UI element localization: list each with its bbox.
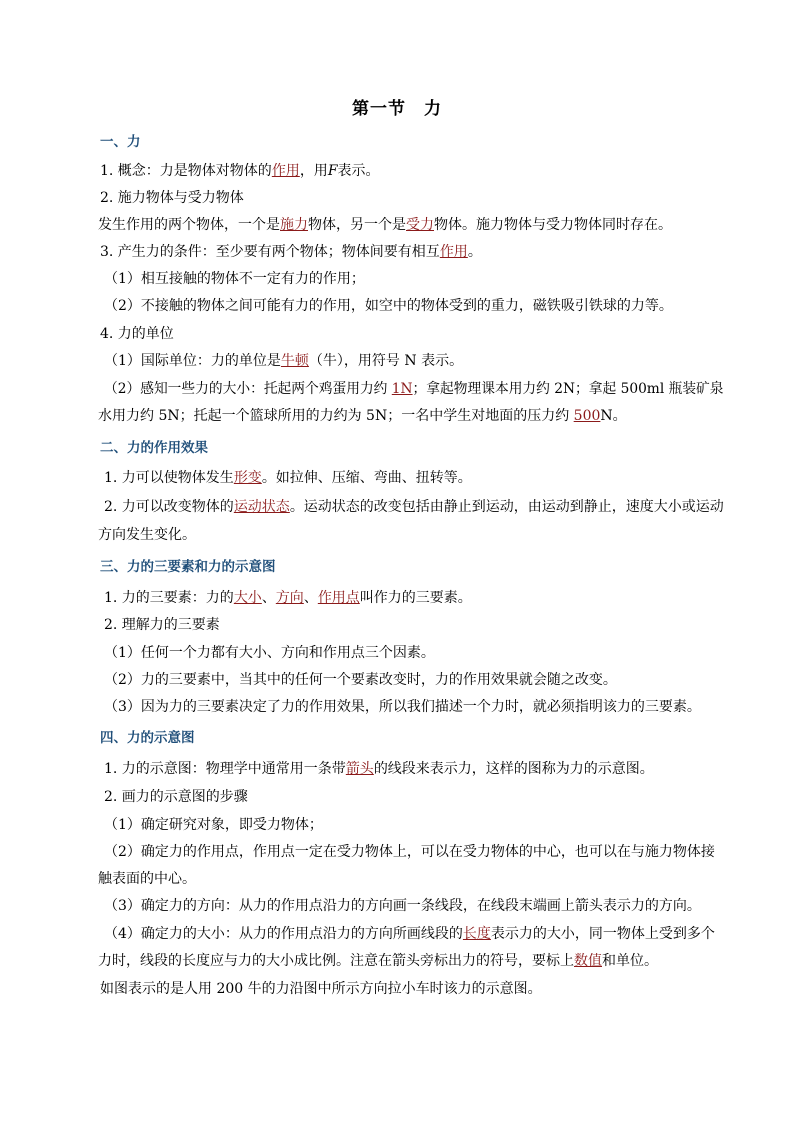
text: 。运动状态的改变包括由静止到运动，由运动到静止，速度大小或运动 <box>289 499 724 515</box>
paragraph-item: （3）确定力的方向：从力的作用点沿力的方向画一条线段，在线段末端画上箭头表示力的方向。 <box>104 898 701 914</box>
text: （4）确定力的大小：从力的作用点沿力的方向所画线段的 <box>104 926 463 942</box>
text: ，用 <box>299 163 328 179</box>
underlined-answer: 方向 <box>275 590 304 606</box>
paragraph-item <box>104 379 724 399</box>
text: 和单位。 <box>602 953 658 969</box>
paragraph-item <box>104 468 472 488</box>
page-title: 第一节 力 <box>352 99 442 119</box>
paragraph-item: （2）不接触的物体之间可能有力的作用，如空中的物体受到的重力，磁铁吸引铁球的力等。 <box>104 298 673 314</box>
underlined-answer: 受力 <box>406 217 434 233</box>
text: 发生作用的两个物体，一个是 <box>98 217 280 233</box>
paragraph-subtitle: 2. 施力物体与受力物体 <box>100 190 244 206</box>
underlined-answer: 500 <box>573 408 601 424</box>
paragraph-item: 触表面的中心。 <box>98 871 196 887</box>
section-heading-force: 一、力 <box>100 134 141 150</box>
paragraph-subtitle: 4. 力的单位 <box>100 326 174 342</box>
section-heading-three-elements: 三、力的三要素和力的示意图 <box>100 559 276 575</box>
paragraph-item: （3）因为力的三要素决定了力的作用效果，所以我们描述一个力时，就必须指明该力的三要素。 <box>104 699 701 715</box>
paragraph-item: （2）力的三要素中，当其中的任何一个要素改变时，力的作用效果就会随之改变。 <box>104 672 617 688</box>
paragraph-item <box>104 351 463 371</box>
text: 。 <box>467 244 482 260</box>
text: 力时，线段的长度应与力的大小成比例。注意在箭头旁标出力的符号，要标上 <box>98 953 574 969</box>
text: 表示力的大小，同一物体上受到多个 <box>490 926 715 942</box>
paragraph-concept <box>100 161 380 181</box>
symbol-f: F <box>327 163 338 179</box>
paragraph-subtitle: 2. 画力的示意图的步骤 <box>104 789 248 805</box>
text: 。如拉伸、压缩、弯曲、扭转等。 <box>261 470 472 486</box>
paragraph-item <box>104 497 724 517</box>
text: 物体，另一个是 <box>308 217 406 233</box>
text: （牛），用符号 N 表示。 <box>308 353 464 369</box>
text: 物体。施力物体与受力物体同时存在。 <box>434 217 672 233</box>
underlined-answer: 形变 <box>233 470 262 486</box>
paragraph-item <box>104 924 715 944</box>
text: 1. 概念：力是物体对物体的 <box>100 163 272 179</box>
underlined-answer: 作用 <box>439 244 468 260</box>
text: 、 <box>261 590 276 606</box>
paragraph-item <box>104 759 654 779</box>
section-heading-effects: 二、力的作用效果 <box>100 440 208 456</box>
paragraph-bodies <box>98 215 672 235</box>
underlined-answer: 1N <box>391 381 413 397</box>
underlined-answer: 作用 <box>271 163 300 179</box>
paragraph-item: （1）相互接触的物体不一定有力的作用； <box>104 271 365 287</box>
paragraph-conditions <box>100 242 482 262</box>
paragraph-item: （2）确定力的作用点，作用点一定在受力物体上，可以在受力物体的中心，也可以在与施力物体接 <box>104 844 715 860</box>
underlined-answer: 作用点 <box>317 590 360 606</box>
underlined-answer: 牛顿 <box>280 353 309 369</box>
text: 2. 力可以改变物体的 <box>104 499 234 515</box>
underlined-answer: 大小 <box>233 590 262 606</box>
text: （2）感知一些力的大小：托起两个鸡蛋用力约 <box>104 381 392 397</box>
text: 的线段来表示力，这样的图称为力的示意图。 <box>373 761 654 777</box>
text: （1）国际单位：力的单位是 <box>104 353 281 369</box>
underlined-answer: 数值 <box>574 953 602 969</box>
text: 1. 力的三要素：力的 <box>104 590 234 606</box>
text: 表示。 <box>337 163 380 179</box>
text: 、 <box>303 590 318 606</box>
text: 1. 力可以使物体发生 <box>104 470 234 486</box>
text: 1. 力的示意图：物理学中通常用一条带 <box>104 761 346 777</box>
paragraph-item: 如图表示的是人用 200 牛的力沿图中所示方向拉小车时该力的示意图。 <box>100 981 542 997</box>
paragraph-item: 方向发生变化。 <box>98 527 196 543</box>
text: ；拿起物理课本用力约 2N；拿起 500ml 瓶装矿泉 <box>412 381 724 397</box>
underlined-answer: 长度 <box>462 926 491 942</box>
text: 水用力约 5N；托起一个篮球所用的力约为 5N；一名中学生对地面的压力约 <box>98 408 574 424</box>
underlined-answer: 箭头 <box>345 761 374 777</box>
underlined-answer: 施力 <box>280 217 308 233</box>
text: N。 <box>600 408 627 424</box>
text: 3. 产生力的条件：至少要有两个物体；物体间要有相互 <box>100 244 440 260</box>
section-heading-diagram: 四、力的示意图 <box>100 730 195 746</box>
underlined-answer: 运动状态 <box>233 499 290 515</box>
paragraph-item <box>98 406 627 426</box>
paragraph-item <box>104 588 472 608</box>
paragraph-item: （1）任何一个力都有大小、方向和作用点三个因素。 <box>104 645 435 661</box>
paragraph-item: （1）确定研究对象，即受力物体； <box>104 817 323 833</box>
paragraph-subtitle: 2. 理解力的三要素 <box>104 617 220 633</box>
paragraph-item <box>98 951 658 971</box>
text: 叫作力的三要素。 <box>359 590 472 606</box>
